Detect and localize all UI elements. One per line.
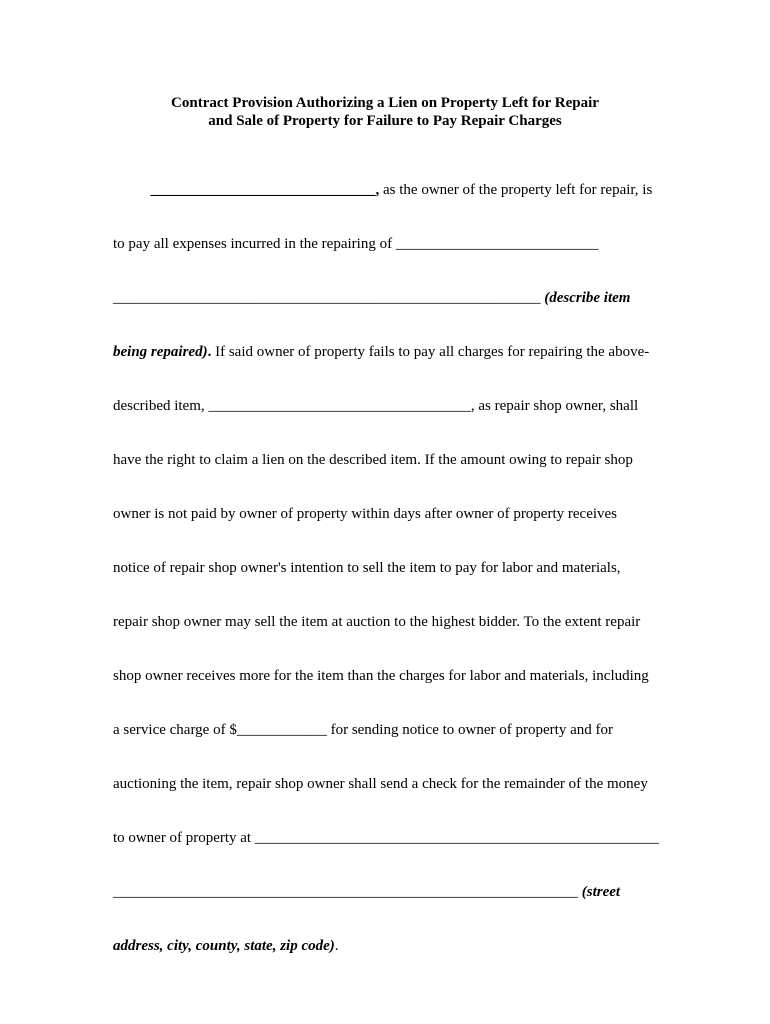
- item-blank: _________________________________________________________: [113, 290, 541, 306]
- body-line-7: [113, 505, 659, 523]
- line-text: If said owner of property fails to pay all charges for repairing the above-: [211, 344, 650, 360]
- body-line-14: [113, 883, 659, 901]
- line-text: a service charge of $____________ for sending notice to owner of property and for: [113, 722, 613, 738]
- body-line-2: [113, 235, 659, 253]
- body-line-15: [113, 937, 659, 955]
- line-text: repair shop owner may sell the item at auction to the highest bidder. To the extent repair: [113, 614, 641, 630]
- line-text: owner is not paid by owner of property within days after owner of property receives: [113, 506, 618, 522]
- body-line-3: [113, 289, 659, 307]
- address-blank-continued: ______________________________________________________________: [113, 884, 578, 900]
- contract-provision-body: [113, 145, 659, 991]
- body-line-13: [113, 829, 658, 847]
- body-line-1: [113, 181, 659, 199]
- address-blank: to owner of property at ______________________________________________________: [113, 830, 660, 846]
- line-text: to pay all expenses incurred in the repairing of ___________________________: [113, 236, 599, 252]
- line-text: described item, ___________________________________, as repair shop owner, shall: [113, 398, 639, 414]
- body-line-8: [113, 559, 659, 577]
- line-text: as the owner of the property left for repair, is: [379, 182, 653, 198]
- bold-comma: ,: [375, 182, 380, 198]
- body-line-4: [113, 343, 659, 361]
- indent: [113, 182, 151, 198]
- final-period: .: [334, 938, 339, 954]
- body-line-9: [113, 613, 659, 631]
- line-text: shop owner receives more for the item than the charges for labor and materials, including: [113, 668, 649, 684]
- owner-name-blank: ______________________________: [150, 182, 376, 198]
- describe-item-label: (describe item: [540, 290, 631, 306]
- title-line-2: and Sale of Property for Failure to Pay Repair Charges: [208, 113, 562, 129]
- line-text: auctioning the item, repair shop owner shall send a check for the remainder of the money: [113, 776, 648, 792]
- body-line-5: [113, 397, 659, 415]
- title-line-1: Contract Provision Authorizing a Lien on Property Left for Repair: [171, 95, 599, 111]
- line-text: have the right to claim a lien on the described item. If the amount owing to repair shop: [113, 452, 633, 468]
- address-label: address, city, county, state, zip code): [113, 938, 335, 954]
- line-text: notice of repair shop owner's intention to sell the item to pay for labor and materials,: [113, 560, 621, 576]
- being-repaired-label: being repaired): [113, 344, 208, 360]
- body-line-10: [113, 667, 659, 685]
- body-line-6: [113, 451, 659, 469]
- street-label: (street: [578, 884, 621, 900]
- body-line-12: [113, 775, 659, 793]
- body-line-11: [113, 721, 659, 739]
- bold-period: .: [207, 344, 212, 360]
- document-title: [0, 94, 770, 130]
